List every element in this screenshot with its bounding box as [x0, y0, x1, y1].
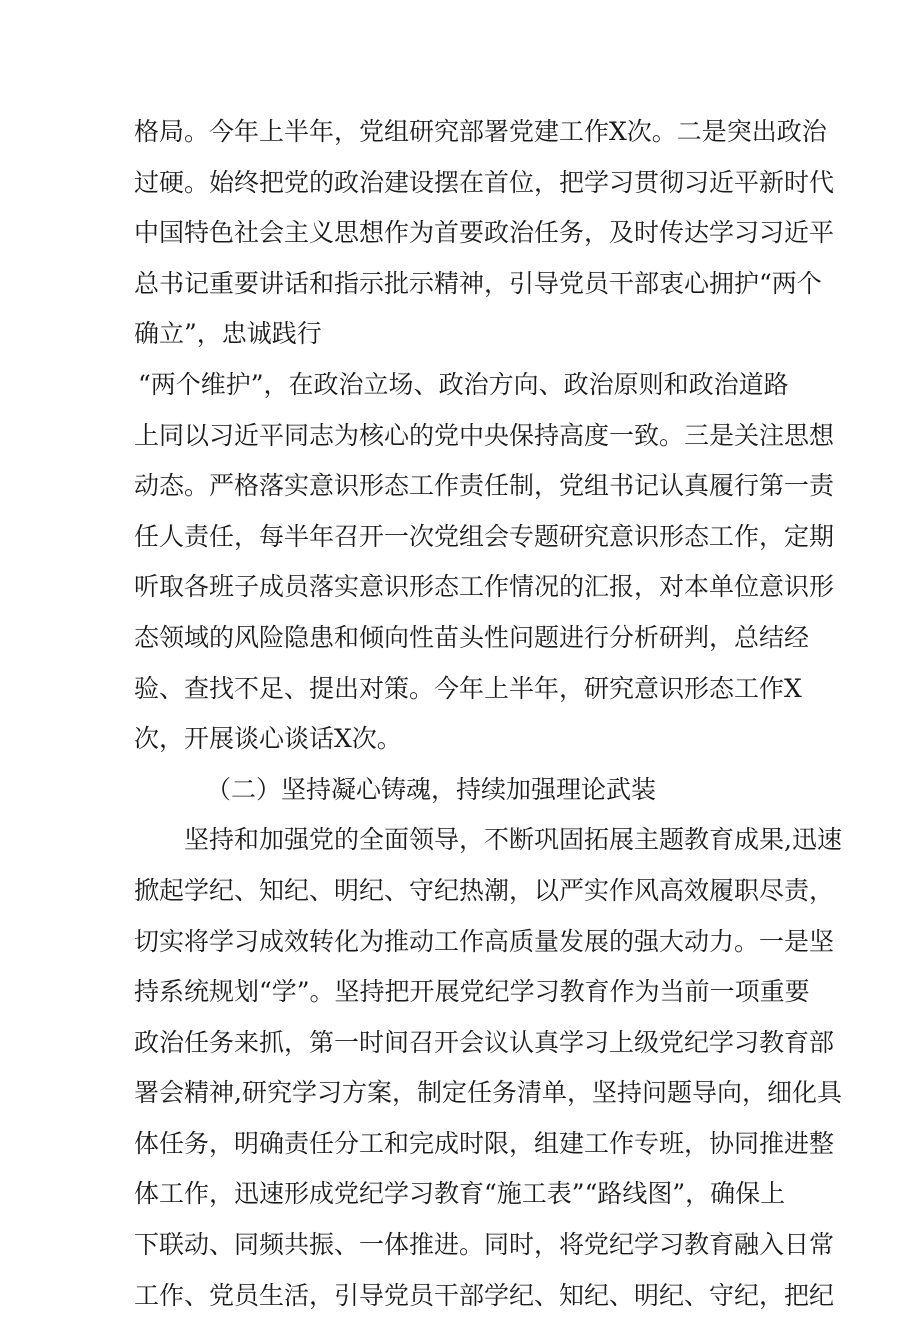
text-line: 持系统规划“学”。坚持把开展党纪学习教育作为当前一项重要 — [134, 977, 810, 1007]
text-line: 体任务，明确责任分工和完成时限，组建工作专班，协同推进整 — [134, 1128, 835, 1158]
text-line: 工作、党员生活，引导党员干部学纪、知纪、明纪、守纪，把纪 — [134, 1280, 835, 1310]
text-line: 切实将学习成效转化为推动工作高质量发展的强大动力。一是坚 — [134, 926, 835, 956]
text-line: 中国特色社会主义思想作为首要政治任务，及时传达学习习近平 — [134, 218, 835, 248]
text-line: 体工作，迅速形成党纪学习教育“施工表”“路线图”，确保上 — [134, 1179, 786, 1209]
text-line: 次，开展谈心谈话X次。 — [134, 724, 402, 754]
text-line: 态领域的风险隐患和倾向性苗头性问题进行分析研判，总结经 — [134, 622, 810, 652]
text-line: 动态。严格落实意识形态工作责任制，党组书记认真履行第一责 — [134, 471, 835, 501]
text-line: 确立”，忠诚践行 — [134, 319, 322, 349]
section-heading: （二）坚持凝心铸魂，持续加强理论武装 — [206, 774, 657, 804]
text-line: 格局。今年上半年，党组研究部署党建工作X次。二是突出政治 — [134, 117, 827, 146]
text-line: 下联动、同频共振、一体推进。同时，将党纪学习教育融入日常 — [134, 1230, 835, 1260]
text-line: 署会精神,研究学习方案，制定任务清单，坚持问题导向，细化具 — [134, 1078, 842, 1108]
text-line: 政治任务来抓，第一时间召开会议认真学习上级党纪学习教育部 — [134, 1027, 835, 1057]
text-line: 坚持和加强党的全面领导，不断巩固拓展主题教育成果,迅速 — [184, 825, 842, 855]
text-line: 上同以习近平同志为核心的党中央保持高度一致。三是关注思想 — [134, 420, 835, 450]
text-line: “两个维护”，在政治立场、政治方向、政治原则和政治道路 — [138, 369, 789, 399]
document-body — [134, 107, 842, 1321]
text-line: 任人责任，每半年召开一次党组会专题研究意识形态工作，定期 — [134, 521, 835, 551]
text-line: 过硬。始终把党的政治建设摆在首位，把学习贯彻习近平新时代 — [134, 167, 835, 197]
text-line: 掀起学纪、知纪、明纪、守纪热潮，以严实作风高效履职尽责， — [134, 875, 835, 905]
text-line: 总书记重要讲话和指示批示精神，引导党员干部衷心拥护“两个 — [134, 268, 822, 298]
text-line: 听取各班子成员落实意识形态工作情况的汇报，对本单位意识形 — [134, 572, 835, 602]
text-line: 验、查找不足、提出对策。今年上半年，研究意识形态工作X — [134, 673, 802, 703]
